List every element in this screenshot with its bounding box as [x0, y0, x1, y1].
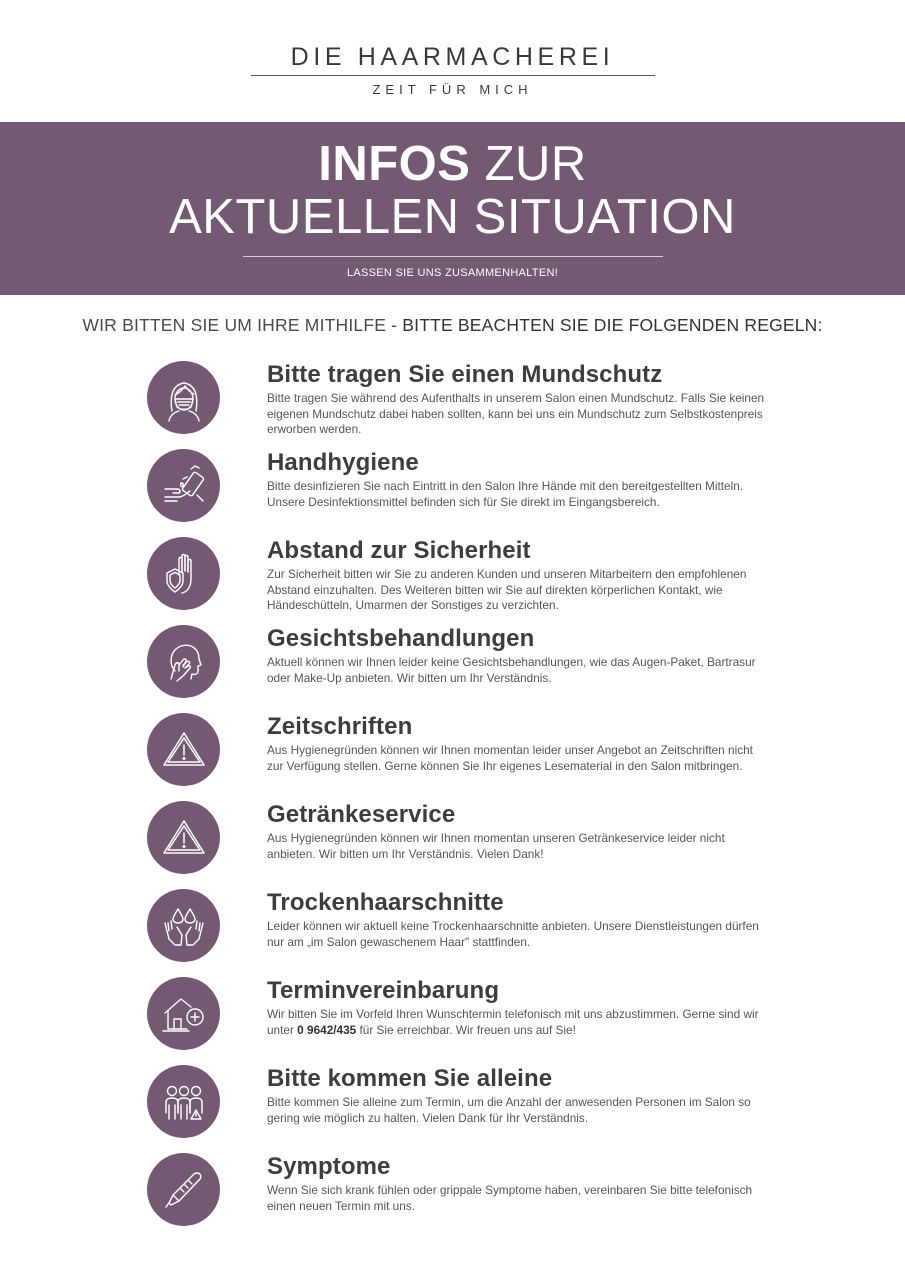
- rule-item-appointment: [147, 977, 767, 1057]
- intro-part2: BITTE BEACHTEN SIE DIE FOLGENDEN REGELN:: [402, 315, 823, 335]
- rule-icon-circle: [147, 977, 220, 1050]
- banner-divider: [243, 256, 663, 257]
- brand-divider: [251, 75, 655, 76]
- rule-icon-circle: [147, 537, 220, 610]
- group-people-icon: [157, 1075, 211, 1129]
- rule-item-dry-cuts: [147, 889, 767, 969]
- rule-title: Bitte tragen Sie einen Mundschutz: [267, 361, 663, 388]
- rule-title: Terminvereinbarung: [267, 977, 500, 1004]
- rule-title: Bitte kommen Sie alleine: [267, 1065, 553, 1092]
- brand-name: DIE HAARMACHEREI: [290, 43, 615, 71]
- rule-item-drinks: [147, 801, 767, 881]
- rule-title: Trockenhaarschnitte: [267, 889, 504, 916]
- intro-heading: [0, 315, 905, 336]
- rule-text: Zur Sicherheit bitten wir Sie zu anderen Kunden und unseren Mitarbeitern den empfohlenen Abstand einzuhalten. Des Weiteren bitten wir Sie auf direkten körperlichen Kontakt, wie Händeschütteln, Umarmen der Sonstiges zu verzichten.: [267, 567, 747, 613]
- rule-title: Zeitschriften: [267, 713, 413, 740]
- brand-tagline: ZEIT FÜR MICH: [372, 82, 533, 97]
- thermometer-icon: [157, 1163, 211, 1217]
- hand-shield-icon: [157, 547, 211, 601]
- rule-icon-circle: [147, 1065, 220, 1138]
- rule-text: Bitte tragen Sie während des Aufenthalts in unserem Salon einen Mundschutz. Falls Sie keinen eigenen Mundschutz dabei haben sollten, kann bei uns ein Mundschutz zum Selbstkostenpreis erworben werden.: [267, 391, 765, 437]
- rule-icon-circle: [147, 449, 220, 522]
- mask-person-icon: [157, 371, 211, 425]
- rule-icon-circle: [147, 713, 220, 786]
- rule-text: Aus Hygienegründen können wir Ihnen momentan unseren Getränkeservice leider nicht anbieten. Wir bitten um Ihr Verständnis. Vielen Dank!: [267, 831, 725, 861]
- rule-text-before: Wir bitten Sie im Vorfeld Ihren Wunschtermin telefonisch mit uns abzustimmen. Gerne sind wir unter: [267, 1007, 759, 1037]
- rule-text: [267, 1007, 767, 1038]
- banner-title-line2: AKTUELLEN SITUATION: [169, 190, 736, 244]
- rule-icon-circle: [147, 625, 220, 698]
- rule-icon-circle: [147, 361, 220, 434]
- title-banner: [0, 122, 905, 295]
- rule-item-magazines: [147, 713, 767, 793]
- face-touch-icon: [157, 635, 211, 689]
- rule-text: Aktuell können wir Ihnen leider keine Gesichtsbehandlungen, wie das Augen-Paket, Bartrasur oder Make-Up anbieten. Wir bitten um Ihr Verständnis.: [267, 655, 756, 685]
- rule-item-distance: [147, 537, 767, 617]
- rule-title: Abstand zur Sicherheit: [267, 537, 531, 564]
- hands-washing-icon: [157, 899, 211, 953]
- rule-icon-circle: [147, 1153, 220, 1226]
- brand-header: [0, 42, 905, 98]
- rule-icon-circle: [147, 801, 220, 874]
- hand-sanitizer-icon: [157, 459, 211, 513]
- rule-title: Gesichtsbehandlungen: [267, 625, 535, 652]
- rule-text-after: für Sie erreichbar. Wir freuen uns auf Sie!: [356, 1022, 576, 1037]
- banner-title: [0, 138, 905, 244]
- warning-icon: [157, 811, 211, 865]
- rule-title: Handhygiene: [267, 449, 419, 476]
- banner-subtitle: LASSEN SIE UNS ZUSAMMENHALTEN!: [346, 267, 559, 279]
- warning-icon: [157, 723, 211, 777]
- rule-text: Wenn Sie sich krank fühlen oder grippale Symptome haben, vereinbaren Sie bitte telefonisch einen neuen Termin mit uns.: [267, 1183, 753, 1213]
- rule-item-mask: [147, 361, 767, 441]
- house-plus-icon: [157, 987, 211, 1041]
- intro-part1: WIR BITTEN SIE UM IHRE MITHILFE -: [82, 315, 403, 335]
- rule-item-hygiene: [147, 449, 767, 529]
- rule-text: Bitte desinfizieren Sie nach Eintritt in den Salon Ihre Hände mit den bereitgestellten Mitteln. Unsere Desinfektionsmittel befinden sich für Sie direkt im Eingangsbereich.: [267, 479, 744, 509]
- rule-text: Leider können wir aktuell keine Trockenhaarschnitte anbieten. Unsere Dienstleistungen dürfen nur am „im Salon gewaschenem Haar" stattfinden.: [267, 919, 759, 949]
- banner-title-bold: INFOS: [318, 137, 471, 191]
- rule-item-face-treatment: [147, 625, 767, 705]
- rule-text: Aus Hygienegründen können wir Ihnen momentan leider unser Angebot an Zeitschriften nicht zur Verfügung stellen. Gerne können Sie Ihr eigenes Lesematerial in den Salon mitbringen.: [267, 743, 753, 773]
- rule-title: Getränkeservice: [267, 801, 456, 828]
- rule-text: Bitte kommen Sie alleine zum Termin, um die Anzahl der anwesenden Personen im Salon so gering wie möglich zu halten. Vielen Dank für Ihr Verständnis.: [267, 1095, 751, 1125]
- banner-title-rest: ZUR: [470, 137, 587, 191]
- rule-title: Symptome: [267, 1153, 391, 1180]
- rule-icon-circle: [147, 889, 220, 962]
- rule-item-come-alone: [147, 1065, 767, 1145]
- rule-item-symptoms: [147, 1153, 767, 1233]
- phone-number: 0 9642/435: [297, 1022, 357, 1037]
